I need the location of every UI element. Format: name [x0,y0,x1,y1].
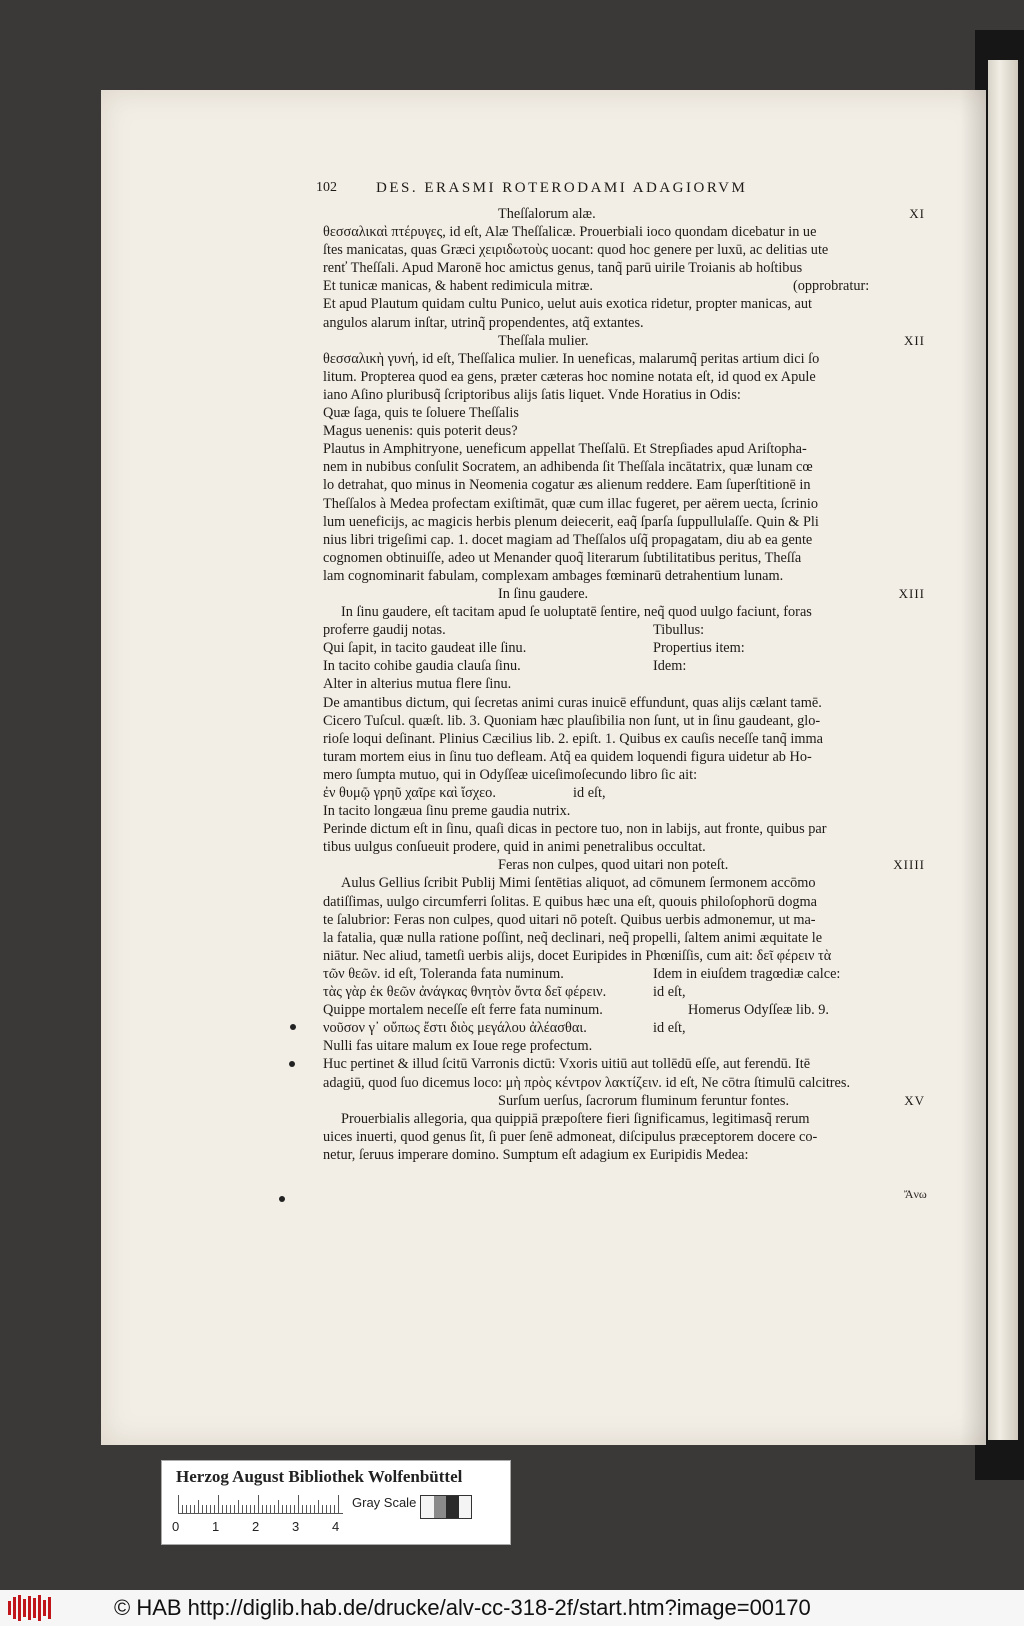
line-text: In ſinu gaudere. [498,585,589,602]
line-text: uices inuerti, quod genus ſit, ſi puer ſenē admoneat, diſcipulus præceptorem docere co- [323,1128,818,1145]
adage-heading [323,856,925,874]
line-text: renť Theſſali. Apud Maronē hoc amictus genus, tanq̃ parū uirile Troianis ab hoſtibus [323,260,803,277]
line-text: Alter in alterius mutua flere ſinu. [323,676,512,693]
line-text: lo detrahat, quo minus in Neomenia cogatur æs alienum reddere. Eam ſuperſtitionē in [323,477,811,494]
ruler-tick [338,1495,339,1513]
line-text: iano Aſino pluribusq̃ ſcriptoribus alijs ſatis liquet. Vnde Horatius in Odis: [323,386,741,403]
text-line [323,838,925,856]
adage-number: XII [903,332,925,348]
adage-number: XIII [898,585,925,601]
line-text: Et apud Plautum quidam cultu Punico, uelut auis exotica ridetur, propter manicas, aut [323,296,812,313]
line-text: te ſalubrior: Feras non culpes, quod uitari nō poteſt. Quibus uerbis admonemur, ut ma- [323,911,816,928]
text-line [323,513,925,531]
ruler-tick [230,1505,231,1513]
logo-bar [28,1596,31,1620]
line-text: rioſe loqui deſinant. Plinius Cæcilius lib. 2. epiſt. 1. Quibus ex cauſis neceſſe tanq̃ imma [323,730,823,747]
footer-bar [0,1590,1024,1626]
logo-bar [8,1601,11,1615]
line-text: Cicero Tuſcul. quæſt. lib. 3. Quoniam hæc plauſibilia non ſunt, ut in ſinu gaudeant, glo- [323,712,821,729]
line-second-column: Propertius item: [653,640,745,657]
line-second-column: (opprobratur: [793,278,870,295]
text-line [323,893,925,911]
ruler-tick [306,1505,307,1513]
adage-heading [323,205,925,223]
ruler-tick [318,1500,319,1513]
line-text: netur, ſeruus imperare domino. Sumptum eſt adagium ex Euripidis Medea: [323,1146,749,1163]
ruler-tick [198,1500,199,1513]
line-text: nem in nubibus conſulit Socratem, an adhibenda ſit Theſſala incātatrix, quæ lunam cœ [323,459,813,476]
text-line [323,802,925,820]
text-line [323,259,925,277]
line-text: Surſum uerſus, ſacrorum fluminum feruntur fontes. [498,1092,790,1109]
text-line [323,1019,925,1037]
text-line [323,241,925,259]
text-line [323,784,925,802]
text-line [323,1074,925,1092]
line-second-column: id eſt, [653,984,686,1001]
running-title: DES. ERASMI ROTERODAMI ADAGIORVM [376,180,748,196]
text-line [323,1001,925,1019]
ruler-tick [186,1505,187,1513]
line-text: Theſſalorum alæ. [498,206,596,222]
catchword: Ἄνω [904,1187,927,1201]
text-line [323,440,925,458]
line-text: νοῦσον γ᾽ οὔπως ἔστι διὸς μεγάλου ἀλέασθαι. [323,1020,587,1037]
logo-bar [33,1598,36,1618]
line-text: ἐν θυμῷ γρηῦ χαῖρε καὶ ἴσχεο. [323,785,496,801]
line-text: Qui ſapit, in tacito gaudeat ille ſinu. [323,640,527,657]
text-line [323,965,925,983]
line-text: mero ſumpta mutuo, qui in Odyſſeæ uiceſimoſecundo libro ſic ait: [323,766,698,783]
line-text: proferre gaudij notas. [323,622,446,639]
line-text: Magus uenenis: quis poterit deus? [323,423,518,440]
logo-bar [23,1599,26,1617]
adage-number: XIIII [893,857,925,873]
gray-swatch-cell [459,1496,472,1518]
footer-url[interactable]: © HAB http://diglib.hab.de/drucke/alv-cc-318-2f/start.htm?image=00170 [114,1595,811,1620]
line-text: Theſſala mulier. [498,332,589,349]
text-line [323,639,925,657]
gray-swatch-cell [421,1496,434,1518]
line-text: In tacito cohibe gaudia clauſa ſinu. [323,658,521,675]
hab-logo-icon [8,1595,54,1621]
text-line [323,1110,925,1128]
ruler-number: 3 [292,1519,300,1534]
ruler-tick [330,1505,331,1513]
ruler-tick [258,1495,259,1513]
text-line [323,277,925,295]
text-line [323,657,925,675]
ruler-tick [226,1505,227,1513]
ruler-tick [294,1505,295,1513]
logo-bar [13,1597,16,1619]
text-line [323,531,925,549]
line-second-column: Idem: [653,658,687,675]
line-text: datiſſimas, uulgo circumferri ſolitas. E quibus hæc una eſt, quouis philoſophorū dogma [323,893,817,910]
library-label [161,1460,511,1545]
line-second-column: Tibullus: [653,622,705,639]
ruler-tick [262,1505,263,1513]
ruler-tick [314,1505,315,1513]
ruler-tick [266,1505,267,1513]
text-line [323,983,925,1001]
line-text: In tacito longæua ſinu preme gaudia nutrix. [323,803,571,820]
text-line [323,947,925,965]
ruler-tick [214,1505,215,1513]
text-line [323,549,925,567]
line-text: In ſinu gaudere, eſt tacitam apud ſe uoluptatē ſentire, neq̃ quod uulgo faciunt, foras [341,604,812,621]
line-text: θεσσαλικὴ γυνή, id eſt, Theſſalica mulier. In ueneficas, malarumq̃ peritas artium dici ſo [323,350,820,367]
line-text: niātur. Nec aliud, tametſi uerbis alijs, docet Euripides in Phœniſſis, cum ait: δεῖ φέρειν τὰ [323,947,832,964]
line-text: tibus uulgus conſueuit prodere, quid in animi penetralibus occultat. [323,839,706,856]
line-text: lam cognominarit fabulam, complexam ambages fœminarū detrahentium lunam. [323,567,784,584]
line-text: litum. Propterea quod ea gens, præter cæteras hoc nomine notata eſt, id quod ex Apule [323,368,816,385]
ruler-tick [202,1505,203,1513]
text-line [323,1146,925,1164]
ruler-tick [326,1505,327,1513]
line-text: Prouerbialis allegoria, qua quippiā præpoſtere fieri ſignificamus, legitimasq̃ rerum [341,1110,810,1127]
line-text: Feras non culpes, quod uitari non poteſt. [498,857,729,874]
ruler-tick [278,1500,279,1513]
text-line [323,874,925,892]
text-line [323,929,925,947]
line-text: adagiū, quod ſuo dicemus loco: μὴ πρὸς κέντρον λακτίζειν. id eſt, Ne cōtra ſtimulū calcitres. [323,1074,851,1091]
ruler-tick [286,1505,287,1513]
ruler-number: 4 [332,1519,340,1534]
ruler-tick [322,1505,323,1513]
line-text: Et tunicæ manicas, & habent redimicula mitræ. [323,278,593,295]
text-line [323,712,925,730]
text-line [323,694,925,712]
running-header [316,180,886,197]
text-line [323,404,925,422]
text-line [323,1037,925,1055]
adage-number: XV [904,1092,925,1108]
adage-heading [323,585,925,603]
line-second-column: id eſt, [653,1020,686,1037]
text-line [323,766,925,784]
ruler-tick [282,1505,283,1513]
ruler-tick [334,1505,335,1513]
text-line [323,603,925,621]
line-text: Huc pertinet & illud ſcitū Varronis dictū: Vxoris uitiū aut tollēdū eſſe, aut ferendū. Itē [323,1056,811,1073]
ruler-tick [250,1505,251,1513]
text-line [323,567,925,585]
line-second-column: Homerus Odyſſeæ lib. 9. [688,1002,829,1019]
line-text: lum ueneficijs, ac magicis herbis plenum deiecerit, eaq̃ ſparſa ſuppullulaſſe. Quin & Pli [323,513,819,530]
line-text: angulos alarum inſtar, utrinq̃ propendentes, atq̃ extantes. [323,314,644,331]
ruler-tick [178,1495,179,1513]
ruler-tick [242,1505,243,1513]
adage-heading [323,1092,925,1110]
text-line [323,223,925,241]
institution-name: Herzog August Bibliothek Wolfenbüttel [176,1467,463,1486]
ruler-number: 0 [172,1519,180,1534]
ruler-tick [190,1505,191,1513]
text-line [323,295,925,313]
gray-scale-swatch [420,1495,472,1519]
line-text: Plautus in Amphitryone, ueneficum appellat Theſſalū. Et Strepſiades apud Ariſtopha- [323,441,807,458]
text-line [323,730,925,748]
line-text: θεσσαλικαὶ πτέρυγες, id eſt, Alæ Theſſalicæ. Prouerbiali ioco quondam dicebatur in ue [323,224,817,241]
line-text: τὰς γὰρ ἐκ θεῶν ἀνάγκας θνητὸν ὄντα δεῖ φέρειν. [323,984,607,1001]
ruler-tick [310,1505,311,1513]
line-text: Theſſalos à Medea profectam exiſtimāt, quæ cum illac fugeret, per aërem uecta, ſcrinio [323,495,819,512]
text-line [323,911,925,929]
ruler-tick [254,1505,255,1513]
text-line [323,386,925,404]
text-line [323,820,925,838]
gray-swatch-cell [434,1496,447,1518]
text-line [323,495,925,513]
facing-page-edge [988,60,1018,1440]
logo-bar [48,1597,51,1619]
page-number: 102 [316,180,337,195]
gray-swatch-cell [446,1496,459,1518]
ruler-tick [290,1505,291,1513]
line-second-column: id eſt, [573,785,606,801]
ink-spot [289,1061,295,1067]
ruler-tick [302,1505,303,1513]
ruler-number: 2 [252,1519,260,1534]
line-text: Quæ ſaga, quis te ſoluere Theſſalis [323,405,519,422]
ruler-tick [210,1505,211,1513]
text-line [323,675,925,693]
line-second-column: Idem in eiuſdem tragœdiæ calce: [653,965,841,982]
text-line [323,350,925,368]
ruler-tick [270,1505,271,1513]
text-line [323,621,925,639]
ruler-tick [234,1505,235,1513]
line-text: turam mortem eius in ſinu tuo defleam. Atq̃ ea quidem loquendi figura uidetur ab Ho- [323,748,812,765]
line-text: Nulli fas uitare malum ex Ioue rege profectum. [323,1038,593,1055]
ruler-tick [274,1505,275,1513]
ruler-tick [246,1505,247,1513]
adage-heading [323,332,925,350]
ruler-tick [218,1495,219,1513]
text-line [323,422,925,440]
logo-bar [38,1595,41,1621]
ruler-tick [206,1505,207,1513]
ink-spot [279,1196,285,1202]
line-text: Perinde dictum eſt in ſinu, quaſi dicas in pectore tuo, non in labijs, aut fronte, quibus par [323,821,827,838]
line-text: ſtes manicatas, quas Græci χειριδωτοὺς uocant: quod hoc genere per luxū, ac delitias ute [323,242,829,259]
text-line [323,748,925,766]
text-line [323,458,925,476]
line-text: cognomen obtinuiſſe, adeo ut Menander quoq̃ literarum ſubtilitatibus peritus, Theſſa [323,549,802,566]
ruler-tick [238,1500,239,1513]
ruler-tick [194,1505,195,1513]
text-line [323,314,925,332]
ruler-tick [182,1505,183,1513]
logo-bar [43,1600,46,1616]
ruler-tick [298,1495,299,1513]
text-line [323,368,925,386]
ruler-number: 1 [212,1519,220,1534]
line-text: τῶν θεῶν. id eſt, Toleranda fata numinum. [323,965,564,982]
line-text: la fatalia, quæ nulla ratione poſſint, neq̃ declinari, neq̃ propelli, ſaltem animi æquitate le [323,929,823,946]
line-text: Quippe mortalem neceſſe eſt ferre fata numinum. [323,1002,603,1019]
text-line [323,476,925,494]
text-line [323,1128,925,1146]
line-text: Aulus Gellius ſcribit Publij Mimi ſentētias aliquot, ad cōmunem ſermonem accōmo [341,875,816,892]
gray-scale-label: Gray Scale [352,1495,417,1510]
line-text: De amantibus dictum, qui ſecretas animi curas inuicē effundunt, quas alijs cælant tamē. [323,694,822,711]
page-gutter-shadow [960,90,988,1445]
logo-bar [18,1595,21,1621]
scale-ruler [178,1493,343,1514]
text-line [323,1055,925,1073]
ink-spot [290,1024,296,1030]
adage-number: XI [909,206,925,221]
page-text [323,205,925,1164]
ruler-tick [222,1505,223,1513]
line-text: nius libri trigeſimi cap. 1. docet magiam ad Theſſalos uſq̃ propagatam, diu ab ea gente [323,531,813,548]
